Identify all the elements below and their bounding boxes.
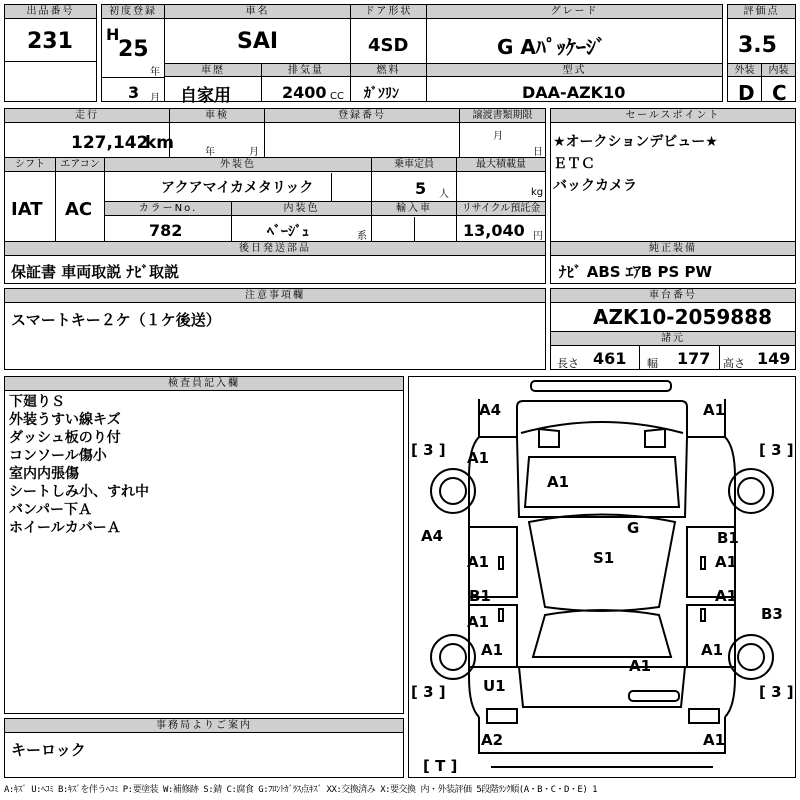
tire-fr: [ 3 ] xyxy=(759,441,794,459)
vehicle-info-box: 走行 127,142 km 車検 年 月 登録番号 譲渡書類期限 月 日 シフト IAT エアコン AC 外装色 アクアマイカメタリック 乗車定員 5 人 最大積載量 kg カラーNo. 782 内装色 ﾍﾞｰｼﾞｭ 系 輸入車 リサイクル預託金 13,040 円 後日発送部品 保証書 車両取説 ﾅﾋﾞ取説 xyxy=(4,108,546,284)
sales-point-box: セールスポイント ★オークションデビュー★ ＥＴＣ バックカメラ 純正装備 ﾅﾋﾞ ABS ｴｱB PS PW xyxy=(550,108,796,284)
inspector-line: コンソール傷小 xyxy=(9,448,107,464)
reg-month: 3 xyxy=(128,83,140,102)
reg-label: 初度登録 xyxy=(102,5,164,19)
spare-tire: [ T ] xyxy=(423,757,458,775)
model-code: DAA-AZK10 xyxy=(522,83,626,102)
mark-fl-side: A4 xyxy=(421,527,444,545)
fuel: ｶﾞｿﾘﾝ xyxy=(364,86,399,102)
mark-roof: S1 xyxy=(593,549,615,567)
score: 3.5 xyxy=(738,33,777,58)
mark-glass-g: G xyxy=(627,519,640,537)
tire-fl: [ 3 ] xyxy=(411,441,446,459)
length: 461 xyxy=(593,349,627,368)
inspector-line: 室内内張傷 xyxy=(9,466,79,482)
height: 149 xyxy=(757,349,791,368)
sales-point-1: ★オークションデビュー★ xyxy=(553,134,718,150)
door-type: 4SD xyxy=(368,35,409,56)
mark-rr-side: B3 xyxy=(761,605,783,623)
history: 自家用 xyxy=(180,86,231,106)
registration-box: 初度登録 H 25 年 3 月 車名 SAI ドア形状 4SD グレード G Aﾊﾟｯｹｰｼﾞ 車歴 自家用 排気量 2400 CC 燃料 ｶﾞｿﾘﾝ 型式 DAA-AZK10 xyxy=(101,4,723,102)
later-shipment-parts: 保証書 車両取説 ﾅﾋﾞ取説 xyxy=(11,263,179,281)
mark-fl-corner: A4 xyxy=(479,401,502,419)
name-label: 車名 xyxy=(165,5,350,19)
car-name: SAI xyxy=(237,29,279,54)
inspector-line: バンパー下Ａ xyxy=(9,502,93,518)
lot-label: 出品番号 xyxy=(5,5,96,19)
chassis-number: AZK10-2059888 xyxy=(593,305,773,329)
interior-grade: C xyxy=(772,81,787,105)
mark-rl-door: A1 xyxy=(467,613,490,631)
recycle-fee: 13,040 xyxy=(463,221,525,240)
mark-hood: A1 xyxy=(547,473,570,491)
mark-fl-door: A1 xyxy=(467,553,490,571)
damage-diagram xyxy=(408,376,796,778)
width: 177 xyxy=(677,349,711,368)
inspector-line: シートしみ小、すれ中 xyxy=(9,484,149,500)
inspector-line: 下廻りＳ xyxy=(9,394,65,410)
mark-rl-u: U1 xyxy=(483,677,506,695)
air-conditioner: AC xyxy=(65,199,93,220)
mark-rl-corner: A2 xyxy=(481,731,504,749)
reg-year: 25 xyxy=(118,37,149,62)
grade: G Aﾊﾟｯｹｰｼﾞ xyxy=(497,35,606,59)
legend: A:ｷｽﾞ U:ﾍｺﾐ B:ｷｽﾞを伴うﾍｺﾐ P:要塗装 W:補修跡 S:錆 C:腐食 G:ﾌﾛﾝﾄｶﾞﾗｽ点ｷｽﾞ XX:交換済み X:要交換 内・外装評価 5段階ﾗﾝｸ順(A・B・C・D・E) 1 xyxy=(4,785,598,795)
interior-color: ﾍﾞｰｼﾞｭ xyxy=(267,224,309,240)
inspector-box: 検査員記入欄 下廻りＳ 外装うすい線キズ ダッシュ板のり付 コンソール傷小 室内内張傷 シートしみ小、すれ中 バンパー下Ａ ホイールカバーＡ xyxy=(4,376,404,714)
inspector-line: 外装うすい線キズ xyxy=(9,412,121,428)
tire-rr: [ 3 ] xyxy=(759,683,794,701)
office-notice: キーロック xyxy=(11,741,86,759)
lot-number: 231 xyxy=(27,29,73,54)
chassis-box: 車台番号 AZK10-2059888 諸元 長さ 461 幅 177 高さ 149 xyxy=(550,288,796,370)
mark-fr-corner: A1 xyxy=(703,401,726,419)
exterior-color: アクアマイカメタリック xyxy=(161,180,314,196)
car-outline xyxy=(409,377,795,777)
mark-trunk: A1 xyxy=(629,657,652,675)
mark-rr-fender: A1 xyxy=(701,641,724,659)
sales-point-3: バックカメラ xyxy=(553,178,637,194)
lot-box xyxy=(4,4,97,102)
mark-fr-door: A1 xyxy=(715,553,738,571)
capacity: 5 xyxy=(415,179,427,198)
mileage: 127,142 xyxy=(71,133,149,153)
color-number: 782 xyxy=(149,221,183,240)
era: H xyxy=(106,25,120,44)
displacement: 2400 xyxy=(282,83,327,102)
tire-rl: [ 3 ] xyxy=(411,683,446,701)
inspector-line: ホイールカバーＡ xyxy=(9,520,121,536)
mark-rl-fender: A1 xyxy=(481,641,504,659)
inspector-line: ダッシュ板のり付 xyxy=(9,430,121,446)
mark-fr-door-b: B1 xyxy=(717,529,739,547)
mark-rr-corner: A1 xyxy=(703,731,726,749)
exterior-grade: D xyxy=(738,81,755,105)
notes-box: 注意事項欄 スマートキー２ケ（１ケ後送） xyxy=(4,288,546,370)
score-box: 評価点 3.5 外装 内装 D C xyxy=(727,4,796,102)
notes-text: スマートキー２ケ（１ケ後送） xyxy=(11,311,221,329)
office-box: 事務局よりご案内 キーロック xyxy=(4,718,404,778)
standard-equipment: ﾅﾋﾞ ABS ｴｱB PS PW xyxy=(559,263,713,281)
sales-point-2: ＥＴＣ xyxy=(553,156,595,172)
mark-rr-door: A1 xyxy=(715,587,738,605)
shift: IAT xyxy=(11,199,43,220)
mark-fl-fender: A1 xyxy=(467,449,490,467)
mark-rl-door-b: B1 xyxy=(469,587,491,605)
